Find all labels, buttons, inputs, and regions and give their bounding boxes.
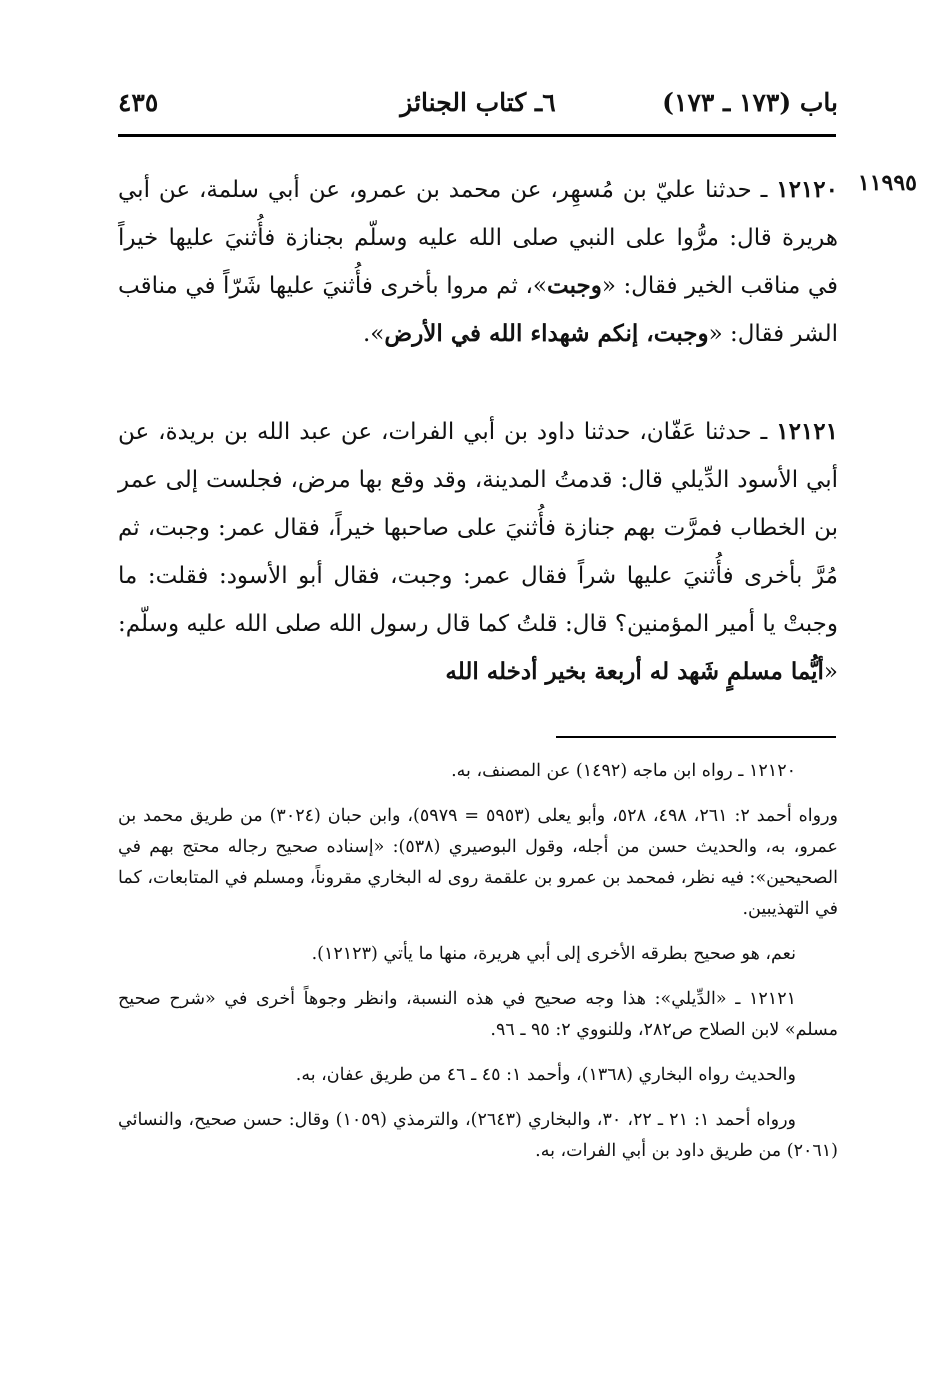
chapter-range: باب (١٧٣ ـ ١٧٣) <box>662 88 838 117</box>
footnote: نعم، هو صحيح بطرقه الأخرى إلى أبي هريرة، منها ما يأتي (١٢١٢٣). <box>311 944 796 964</box>
hadith-number: ١٢١٢١ <box>776 418 838 445</box>
prophetic-saying: أيُّما مسلمٍ شَهد له أربعة بخير أدخله الله <box>445 658 824 685</box>
hadith-paragraph <box>118 408 838 696</box>
footnote: والحديث رواه البخاري (١٣٦٨)، وأحمد ١: ٤٥ ـ ٤٦ من طريق عفان، به. <box>295 1065 796 1085</box>
hadith-text: ـ حدثنا عليّ بن مُسهِر، عن محمد بن عمرو، عن أبي سلمة، عن أبي هريرة قال: مرُّوا على النبي صلى الله عليه وسلّم بجنازة فأُثنيَ عليها خيراً في مناقب الخير فقال: « <box>118 177 838 299</box>
footnotes <box>118 756 838 1181</box>
footnote: ١٢١٢٠ ـ رواه ابن ماجه (١٤٩٢) عن المصنف، به. <box>451 761 796 781</box>
footnote: ورواه أحمد ١: ٢١ ـ ٢٢، ٣٠، والبخاري (٢٦٤٣)، والترمذي (١٠٥٩) وقال: حسن صحيح، والنسائي (٢٠٦١) من طريق داود بن أبي الفرات، به. <box>118 1110 838 1161</box>
hadith-text: »، ثم مروا بأخرى فأُثنيَ عليها شَرّاً في مناقب الشر فقال: « <box>118 273 838 347</box>
hadith-12120 <box>118 166 838 358</box>
book-title: ٦ـ كتاب الجنائز <box>400 88 556 117</box>
margin-number: ١١٩٩٥ <box>857 170 917 196</box>
hadith-text: ». <box>363 321 385 347</box>
footnote: ورواه أحمد ٢: ٢٦١، ٤٩٨، ٥٢٨، وأبو يعلى (٥٩٥٣ = ٥٩٧٩)، وابن حبان (٣٠٢٤) من طريق محمد بن عمرو، به، والحديث حسن من أجله، وقول البوصيري (٥٣٨): «إسناده صحيح رجاله محتج بهم في الصحيحين»: فيه نظر، فمحمد بن عمرو بن علقمة روى له البخاري مقروناً، ومسلم في المتابعات، كما في التهذيبين. <box>118 806 838 919</box>
page-number: ٤٣٥ <box>118 88 159 117</box>
prophetic-saying: وجبت <box>546 272 602 299</box>
hadith-number: ١٢١٢٠ <box>776 176 838 203</box>
prophetic-saying: وجبت، إنكم شهداء الله في الأرض <box>384 320 709 347</box>
hadith-12121 <box>118 408 838 696</box>
hadith-text: ـ حدثنا عَفّان، حدثنا داود بن أبي الفرات، عن عبد الله بن بريدة، عن أبي الأسود الدِّيلي قال: قدمتُ المدينة، وقد وقع بها مرض، فجلست إلى عمر بن الخطاب فمرَّت بهم جنازة فأُثنيَ على صاحبها خيراً، فقال عمر: وجبت، ثم مُرَّ بأخرى فأُثنيَ عليها شراً فقال عمر: وجبت، فقال أبو الأسود: فقلت: ما وجبتْ يا أمير المؤمنين؟ قال: قلتُ كما قال رسول الله صلى الله عليه وسلّم: « <box>118 419 838 685</box>
header-rule <box>118 134 836 137</box>
hadith-paragraph <box>118 166 838 358</box>
running-header <box>118 88 838 128</box>
footnote: ١٢١٢١ ـ «الدِّيلي»: هذا وجه صحيح في هذه النسبة، وانظر وجوهاً أخرى في «شرح صحيح مسلم» لابن الصلاح ص٢٨٢، وللنووي ٢: ٩٥ ـ ٩٦. <box>118 989 838 1040</box>
footnote-rule <box>556 736 836 738</box>
